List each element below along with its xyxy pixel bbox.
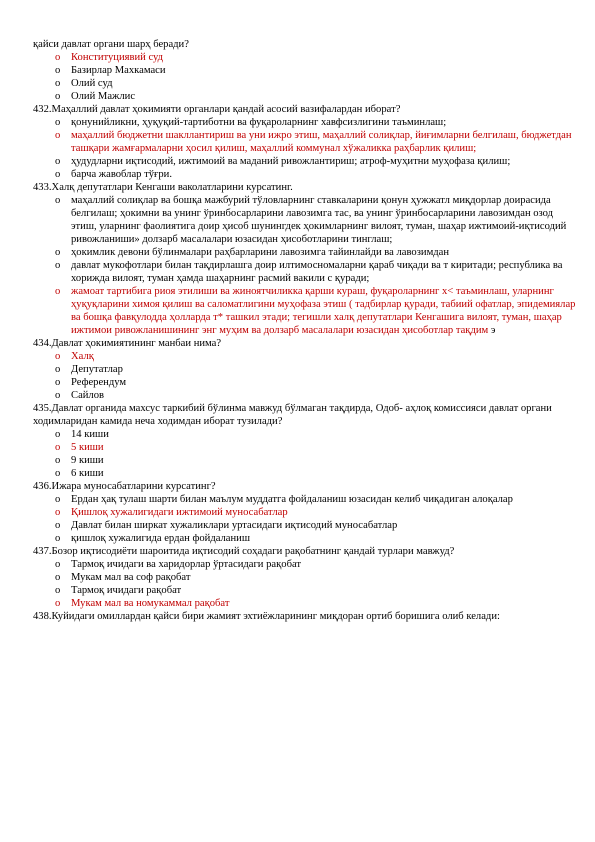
answer-option (0, 194, 595, 246)
option-text: қонунийликни, ҳуқуқий-тартиботни ва фуқароларнинг хавфсизлигини таъминлаш; (71, 117, 447, 128)
option-text: жамоат тартибига риоя этилиши ва жиноятчиликка қарши кураш, фуқароларнинг х< таъминлаш, уларнинг ҳуқуқларини химоя қилиш ва саломатлигини муҳофаза этиш ( тадбирлар қуради, табиий офатлар, эпидемиялар ва бошқа фавқулодда ҳолларда т* ташкил этади; тегишли халқ депутатлари Кенгашига вилоят, туман, шаҳар ижтимои ривожланишининг энг муҳим ва долзарб масалалари юзасидан ҳисоботлар тақдим (71, 286, 576, 336)
answer-option (0, 428, 595, 441)
option-text: Сайлов (71, 390, 105, 401)
bullet-icon: o (55, 247, 61, 258)
answer-option (0, 519, 595, 532)
option-text: Мукам мал ва номукаммал рақобат (71, 598, 230, 609)
answer-option-correct (0, 597, 595, 610)
option-text: Олий Мажлис (71, 91, 136, 102)
bullet-icon: o (55, 429, 61, 440)
option-text: Давлат билан ширкат хужаликлари уртасидаги иқтисодий муносабатлар (71, 520, 398, 531)
question-text: 437.Бозор иқтисодиёти шароитида иқтисодий соҳадаги рақобатнинг қандай турлари мавжуд? (33, 546, 455, 557)
option-text: Конституциявий суд (71, 52, 164, 63)
document-page (0, 38, 595, 623)
answer-option-correct (0, 129, 595, 155)
question-text: 435.Давлат органида махсус таркибий бўлинма мавжуд бўлмаган тақдирда, Одоб- аҳлоқ комиссияси давлат органи ходимларидан камида неча ходимдан иборат тузилади? (33, 403, 552, 427)
option-text: Базирлар Махкамаси (71, 65, 166, 76)
answer-option (0, 558, 595, 571)
question-text: 436.Ижара муносабатларини курсатинг? (33, 481, 216, 492)
option-text-tail: э (488, 325, 496, 336)
bullet-icon: o (55, 507, 61, 518)
option-text: маҳаллий бюджетни шакллантириш ва уни ижро этиш, маҳаллий солиқлар, йиғимларни белгилаш, бюджетдан ташқари жамғармаларни ҳосил қилиш, маҳаллий коммунал хўжаликка раҳбарлик қилиш; (71, 130, 572, 154)
answer-option-correct (0, 285, 595, 337)
bullet-icon: o (55, 117, 61, 128)
option-text: ҳокимлик девони бўлинмалари раҳбарларини лавозимга тайинлайди ва лавозимдан (71, 247, 450, 258)
bullet-icon: o (55, 559, 61, 570)
bullet-icon: o (55, 52, 61, 63)
answer-option (0, 246, 595, 259)
option-text: 5 киши (71, 442, 104, 453)
option-text: барча жавоблар тўғри. (71, 169, 172, 180)
option-text: Депутатлар (71, 364, 123, 375)
bullet-icon: o (55, 169, 61, 180)
answer-option (0, 571, 595, 584)
answer-option (0, 116, 595, 129)
option-text: Олий суд (71, 78, 113, 89)
option-text: ҳудудларни иқтисодий, ижтимоий ва маданий ривожлантириш; атроф-муҳитни муҳофаза қилиш; (71, 156, 511, 167)
answer-option-correct (0, 51, 595, 64)
answer-option (0, 77, 595, 90)
bullet-icon: o (55, 455, 61, 466)
bullet-icon: o (55, 520, 61, 531)
answer-option (0, 64, 595, 77)
option-text: Ердан ҳақ тулаш шарти билан маълум муддатга фойдаланиш юзасидан келиб чиқадиган алоқалар (71, 494, 513, 505)
bullet-icon: o (55, 494, 61, 505)
option-text: давлат мукофотлари билан тақдирлашга доир илтимосномаларни қараб чиқади ва т киритади; республика ва хорижда вилоят, туман ҳамда шаҳарнинг расмий вакили с қуради; (71, 260, 563, 284)
question-text: 434.Давлат ҳокимиятининг манбаи нима? (33, 338, 222, 349)
answer-option (0, 90, 595, 103)
bullet-icon: o (55, 156, 61, 167)
answer-option (0, 493, 595, 506)
option-text: 14 киши (71, 429, 109, 440)
option-text: Қишлоқ хужалигидаги ижтимоий муносабатлар (71, 507, 288, 518)
answer-option (0, 454, 595, 467)
bullet-icon: o (55, 260, 61, 271)
bullet-icon: o (55, 351, 61, 362)
question-text: 433.Халқ депутатлари Кенгаши ваколатларини курсатинг. (33, 182, 293, 193)
bullet-icon: o (55, 390, 61, 401)
answer-option (0, 168, 595, 181)
question-text: 432.Маҳаллий давлат ҳокимияти органлари қандай асосий вазифалардан иборат? (33, 104, 401, 115)
answer-option (0, 363, 595, 376)
bullet-icon: o (55, 195, 61, 206)
option-text: Референдум (71, 377, 127, 388)
bullet-icon: o (55, 377, 61, 388)
option-text: Халқ (71, 351, 94, 362)
answer-option-correct (0, 506, 595, 519)
bullet-icon: o (55, 533, 61, 544)
answer-option (0, 532, 595, 545)
option-text: 9 киши (71, 455, 104, 466)
bullet-icon: o (55, 286, 61, 297)
bullet-icon: o (55, 442, 61, 453)
option-text: Мукам мал ва соф рақобат (71, 572, 191, 583)
bullet-icon: o (55, 91, 61, 102)
question-text: қайси давлат органи шарҳ беради? (33, 39, 189, 50)
bullet-icon: o (55, 130, 61, 141)
option-text: Тармоқ ичидаги ва харидорлар ўртасидаги рақобат (71, 559, 302, 570)
bullet-icon: o (55, 585, 61, 596)
option-text: маҳаллий солиқлар ва бошқа мажбурий тўловларнинг ставкаларини қонун ҳужжатл миқдорлар доирасида белгилаш; ҳокимни ва унинг ўринбосарларини лавозимга тас, ва унинг ўринбосарларини лавозимдан озод этиш, уларнинг фаолиятига доир ҳисоб шунингдек ҳокимларнинг вилоят, туман, шаҳар ижтимоий-иқтисодий ривожланиши» долзарб масалалари юзасидан ҳисоботларини тинглаш; (71, 195, 567, 245)
answer-option (0, 584, 595, 597)
question-text: 438.Куйидаги омиллардан қайси бири жамият эхтиёжларининг миқдоран ортиб боришига олиб келади: (33, 611, 500, 622)
bullet-icon: o (55, 65, 61, 76)
option-text: қишлоқ хужалигида ердан фойдаланиш (71, 533, 250, 544)
answer-option (0, 259, 595, 285)
bullet-icon: o (55, 468, 61, 479)
bullet-icon: o (55, 78, 61, 89)
answer-option (0, 389, 595, 402)
bullet-icon: o (55, 598, 61, 609)
answer-option-correct (0, 441, 595, 454)
answer-option-correct (0, 350, 595, 363)
answer-option (0, 376, 595, 389)
option-text: Тармоқ ичидаги рақобат (71, 585, 182, 596)
option-text: 6 киши (71, 468, 104, 479)
answer-option (0, 155, 595, 168)
bullet-icon: o (55, 572, 61, 583)
answer-option (0, 467, 595, 480)
bullet-icon: o (55, 364, 61, 375)
